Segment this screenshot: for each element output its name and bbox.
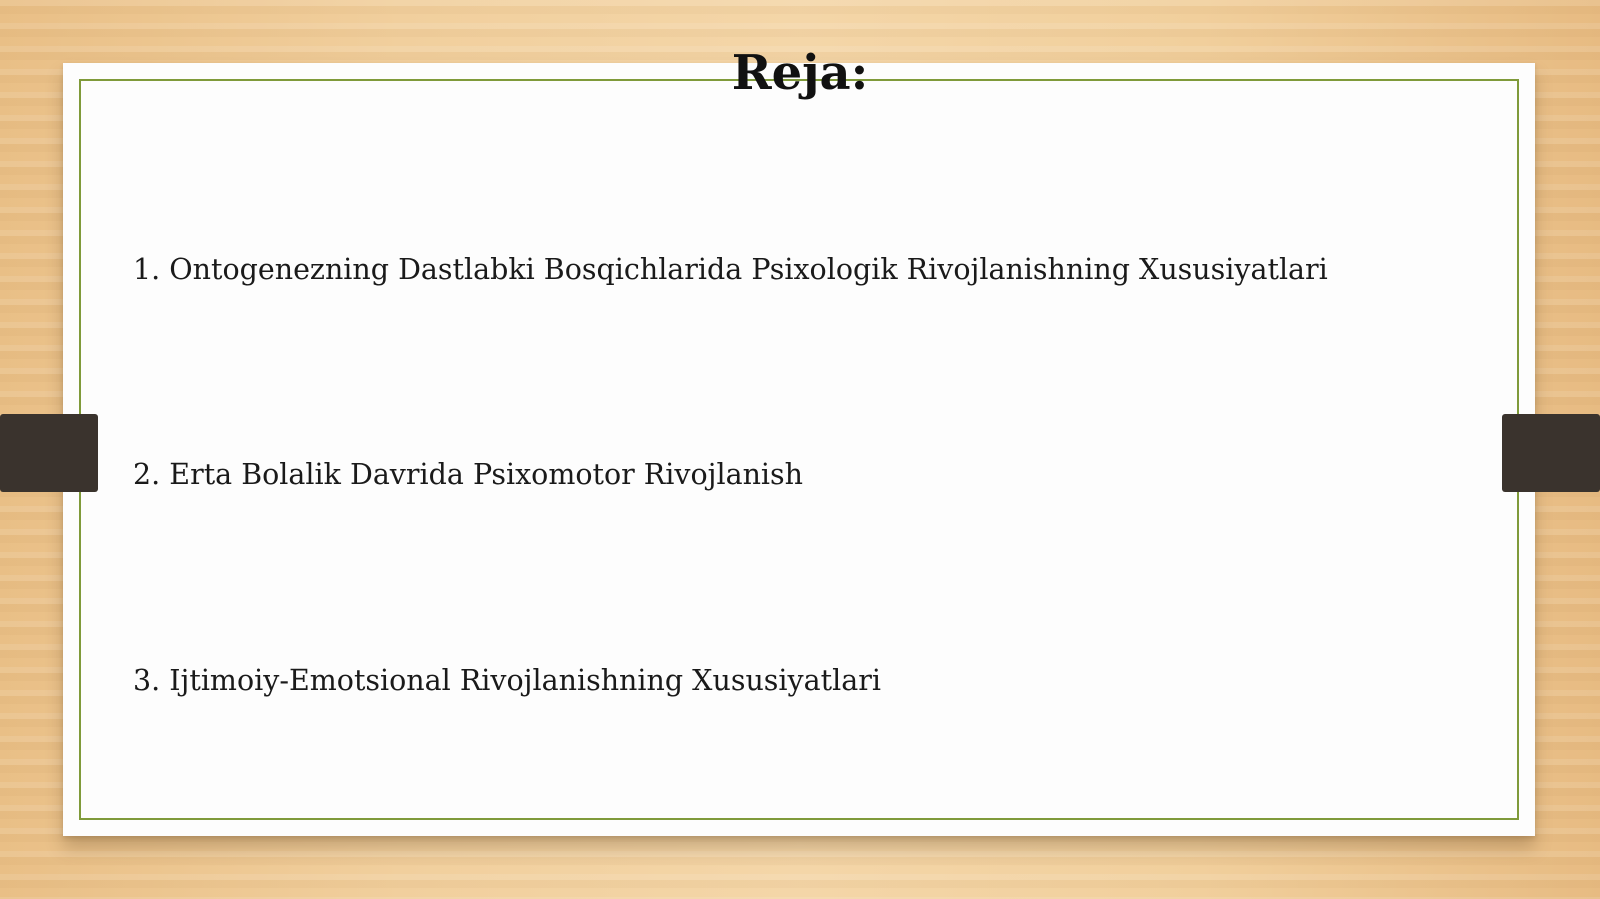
plan-item-text: Ontogenezning Dastlabki Bosqichlarida Psixologik Rivojlanishning Xususiyatlari: [169, 253, 1328, 286]
plan-item: [133, 455, 803, 495]
plan-item: [133, 661, 881, 701]
plan-item-number: 2.: [133, 458, 161, 491]
plan-item: [133, 250, 1328, 290]
plan-item-number: 3.: [133, 664, 161, 697]
plan-item-number: 1.: [133, 253, 161, 286]
slide-card: [63, 63, 1535, 836]
slide-inner-frame: [79, 79, 1519, 820]
left-binder-tab: [0, 414, 98, 492]
plan-item-text: Erta Bolalik Davrida Psixomotor Rivojlanish: [169, 458, 804, 491]
slide-title: Reja:: [731, 45, 869, 101]
right-binder-tab: [1502, 414, 1600, 492]
plan-item-text: Ijtimoiy-Emotsional Rivojlanishning Xususiyatlari: [169, 664, 881, 697]
